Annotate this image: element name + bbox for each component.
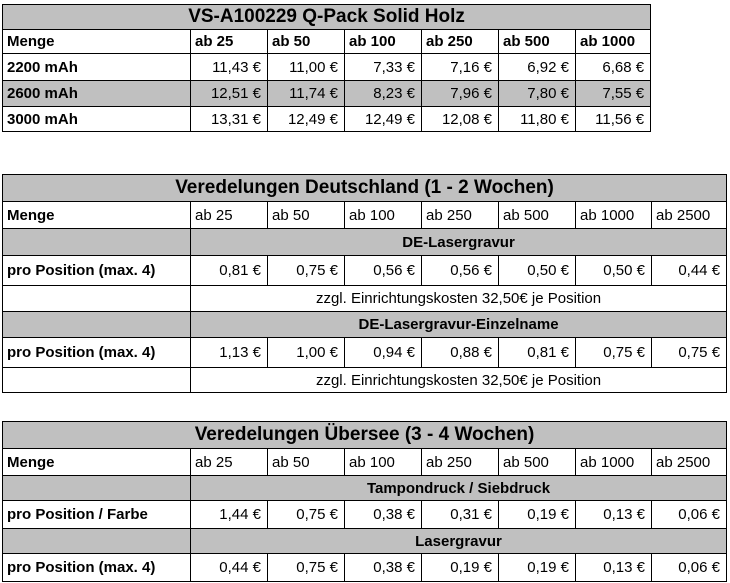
header-cell: ab 500 xyxy=(499,449,576,476)
price-cell: 0,75 € xyxy=(268,501,345,529)
header-cell: ab 50 xyxy=(268,30,345,54)
price-cell: 0,50 € xyxy=(576,256,652,286)
table-row xyxy=(3,107,651,132)
price-cell: 0,75 € xyxy=(576,338,652,368)
price-cell: 0,75 € xyxy=(268,256,345,286)
price-cell: 6,68 € xyxy=(576,54,651,81)
row-label: pro Position (max. 4) xyxy=(3,338,191,368)
header-cell: ab 100 xyxy=(345,449,422,476)
header-cell: ab 50 xyxy=(268,449,345,476)
table-row xyxy=(3,81,651,107)
table-title: VS-A100229 Q-Pack Solid Holz xyxy=(3,5,651,30)
setup-cost-note: zzgl. Einrichtungskosten 32,50€ je Position xyxy=(191,286,727,312)
header-cell: ab 1000 xyxy=(576,449,652,476)
header-cell: ab 100 xyxy=(345,30,422,54)
price-cell: 13,31 € xyxy=(191,107,268,132)
price-cell: 0,13 € xyxy=(576,501,652,529)
row-label: 3000 mAh xyxy=(3,107,191,132)
price-cell: 11,56 € xyxy=(576,107,651,132)
price-cell: 7,33 € xyxy=(345,54,422,81)
row-label: 2600 mAh xyxy=(3,81,191,107)
price-table-qpack xyxy=(2,4,651,132)
header-cell: ab 1000 xyxy=(576,202,652,229)
header-cell: ab 250 xyxy=(422,30,499,54)
header-cell: ab 25 xyxy=(191,202,268,229)
price-cell: 0,56 € xyxy=(345,256,422,286)
table-title: Veredelungen Deutschland (1 - 2 Wochen) xyxy=(3,175,727,202)
section-title: Tampondruck / Siebdruck xyxy=(191,476,727,501)
spacer-cell xyxy=(3,368,191,393)
header-cell: ab 250 xyxy=(422,449,499,476)
table-row xyxy=(3,54,651,81)
header-cell: ab 500 xyxy=(499,30,576,54)
header-cell: Menge xyxy=(3,30,191,54)
price-cell: 12,49 € xyxy=(268,107,345,132)
price-cell: 0,06 € xyxy=(652,501,727,529)
table-row xyxy=(3,256,727,286)
price-cell: 0,44 € xyxy=(191,554,268,582)
price-cell: 0,38 € xyxy=(345,501,422,529)
table-row xyxy=(3,338,727,368)
price-cell: 0,38 € xyxy=(345,554,422,582)
header-cell: ab 25 xyxy=(191,449,268,476)
spacer-cell xyxy=(3,312,191,338)
price-cell: 0,19 € xyxy=(422,554,499,582)
price-cell: 1,00 € xyxy=(268,338,345,368)
price-cell: 0,94 € xyxy=(345,338,422,368)
price-cell: 0,56 € xyxy=(422,256,499,286)
price-cell: 12,51 € xyxy=(191,81,268,107)
section-title: DE-Lasergravur-Einzelname xyxy=(191,312,727,338)
price-table-overseas-finishing xyxy=(2,421,727,582)
header-cell: Menge xyxy=(3,202,191,229)
price-cell: 7,16 € xyxy=(422,54,499,81)
table-row xyxy=(3,554,727,582)
header-cell: ab 2500 xyxy=(652,202,727,229)
price-cell: 0,31 € xyxy=(422,501,499,529)
price-cell: 8,23 € xyxy=(345,81,422,107)
table-title: Veredelungen Übersee (3 - 4 Wochen) xyxy=(3,422,727,449)
price-cell: 0,81 € xyxy=(499,338,576,368)
header-cell: ab 1000 xyxy=(576,30,651,54)
price-cell: 0,75 € xyxy=(652,338,727,368)
price-cell: 0,88 € xyxy=(422,338,499,368)
price-cell: 12,49 € xyxy=(345,107,422,132)
spacer-cell xyxy=(3,529,191,554)
price-cell: 12,08 € xyxy=(422,107,499,132)
price-cell: 0,06 € xyxy=(652,554,727,582)
header-cell: ab 500 xyxy=(499,202,576,229)
header-cell: ab 250 xyxy=(422,202,499,229)
price-cell: 0,19 € xyxy=(499,501,576,529)
price-cell: 1,13 € xyxy=(191,338,268,368)
price-cell: 11,00 € xyxy=(268,54,345,81)
section-title: DE-Lasergravur xyxy=(191,229,727,256)
spacer-cell xyxy=(3,286,191,312)
section-title: Lasergravur xyxy=(191,529,727,554)
header-cell: ab 100 xyxy=(345,202,422,229)
setup-cost-note: zzgl. Einrichtungskosten 32,50€ je Position xyxy=(191,368,727,393)
price-cell: 11,80 € xyxy=(499,107,576,132)
price-cell: 0,13 € xyxy=(576,554,652,582)
row-label: pro Position (max. 4) xyxy=(3,256,191,286)
price-cell: 11,74 € xyxy=(268,81,345,107)
price-cell: 6,92 € xyxy=(499,54,576,81)
row-label: 2200 mAh xyxy=(3,54,191,81)
price-cell: 0,75 € xyxy=(268,554,345,582)
header-cell: Menge xyxy=(3,449,191,476)
price-cell: 7,96 € xyxy=(422,81,499,107)
price-cell: 11,43 € xyxy=(191,54,268,81)
header-cell: ab 25 xyxy=(191,30,268,54)
spacer-cell xyxy=(3,476,191,501)
price-cell: 0,50 € xyxy=(499,256,576,286)
price-cell: 1,44 € xyxy=(191,501,268,529)
spacer-cell xyxy=(3,229,191,256)
row-label: pro Position (max. 4) xyxy=(3,554,191,582)
price-table-de-finishing xyxy=(2,174,727,393)
header-cell: ab 50 xyxy=(268,202,345,229)
price-cell: 7,80 € xyxy=(499,81,576,107)
price-cell: 0,81 € xyxy=(191,256,268,286)
row-label: pro Position / Farbe xyxy=(3,501,191,529)
price-cell: 7,55 € xyxy=(576,81,651,107)
header-cell: ab 2500 xyxy=(652,449,727,476)
table-row xyxy=(3,501,727,529)
price-cell: 0,19 € xyxy=(499,554,576,582)
price-cell: 0,44 € xyxy=(652,256,727,286)
